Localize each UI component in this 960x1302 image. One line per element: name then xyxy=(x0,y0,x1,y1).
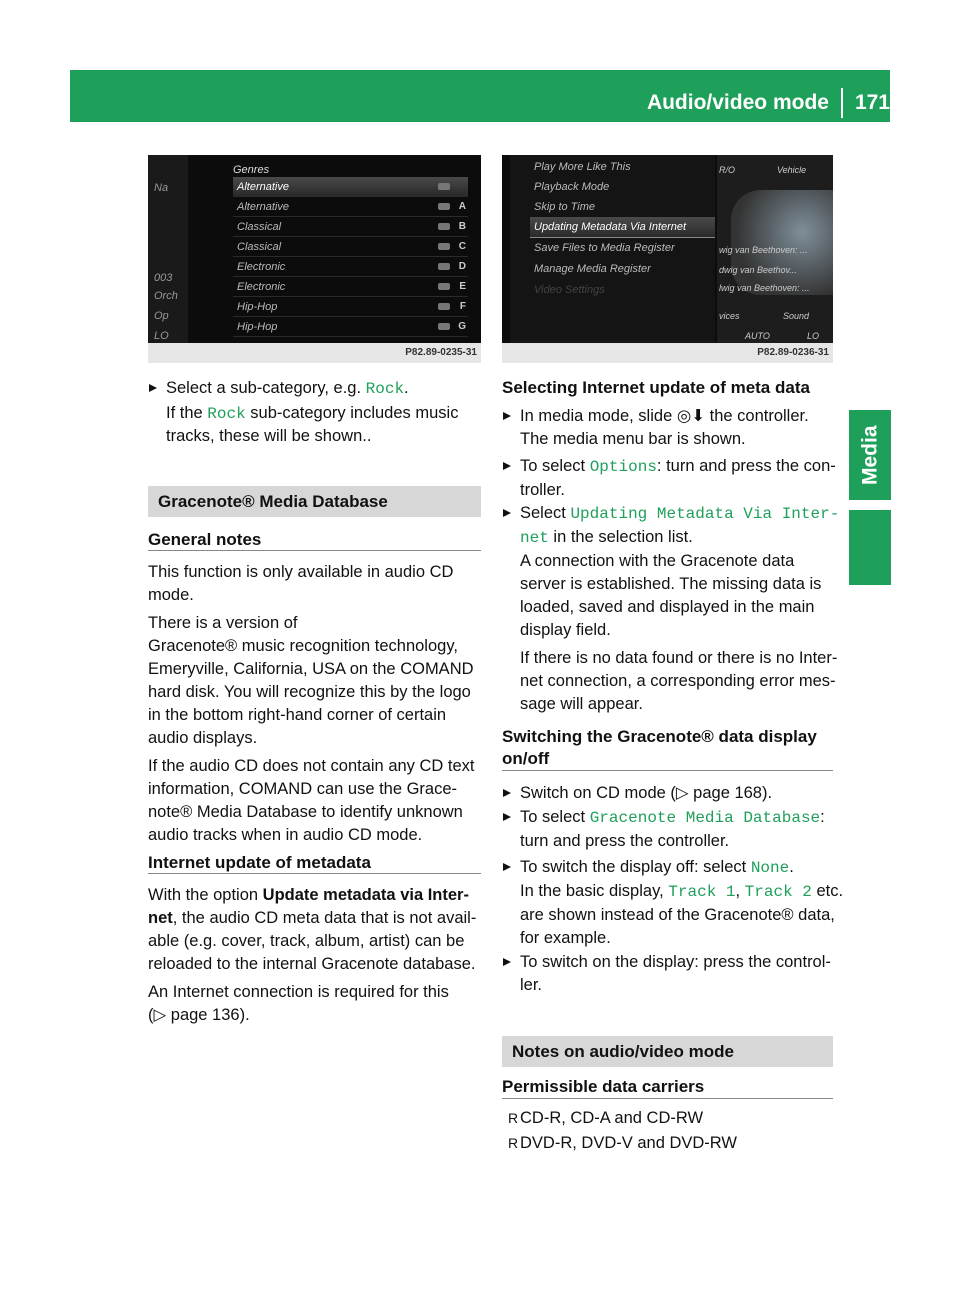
status-text: AUTO xyxy=(745,331,770,341)
line: Emeryville, California, USA on the COMAND xyxy=(148,660,474,678)
line xyxy=(520,455,836,479)
step xyxy=(520,856,843,950)
index-letter: D xyxy=(458,261,466,272)
disc-icon xyxy=(438,263,450,270)
code-gracenote-db: Gracenote Media Database xyxy=(589,809,821,827)
track-text: dwig van Beethov... xyxy=(719,265,797,275)
code-rock: Rock xyxy=(207,405,246,423)
usb-icon xyxy=(438,283,450,290)
menu-item[interactable]: Save Files to Media Register xyxy=(534,242,675,254)
genre-row[interactable] xyxy=(233,217,468,237)
menu-item-selected[interactable]: Updating Metadata Via Internet xyxy=(530,217,715,238)
index-letter: E xyxy=(459,281,466,292)
genre-label: Hip-Hop xyxy=(237,301,278,313)
line: If the audio CD does not contain any CD text xyxy=(148,757,475,775)
line: If there is no data found or there is no Inter- xyxy=(520,649,838,667)
line xyxy=(520,806,825,830)
line: sage will appear. xyxy=(520,695,643,713)
left-label: LO xyxy=(154,330,169,342)
line: hard disk. You will recognize this by the logo xyxy=(148,683,471,701)
header-separator xyxy=(841,88,843,118)
screenshot-caption: P82.89-0235-31 xyxy=(148,343,481,363)
display-text: Vehicle xyxy=(777,165,807,175)
display-text: vices xyxy=(719,311,740,321)
menu-item[interactable]: Playback Mode xyxy=(534,181,610,193)
code-rock: Rock xyxy=(365,380,405,398)
page-reference[interactable]: (▷ page 136). xyxy=(148,1006,250,1024)
line: mode. xyxy=(148,586,194,604)
line: server is established. The missing data is xyxy=(520,575,822,593)
line xyxy=(520,526,839,550)
text: With the option xyxy=(148,886,263,904)
heading-general-notes: General notes xyxy=(148,530,262,549)
line: A connection with the Gracenote data xyxy=(520,552,795,570)
line: reloaded to the internal Gracenote database. xyxy=(148,955,476,973)
code-options: Options xyxy=(589,458,657,476)
step: Switch on CD mode (▷ page 168). xyxy=(520,782,772,805)
track-text: lwig van Beethoven: ... xyxy=(719,283,810,293)
line: There is a version of xyxy=(148,614,298,632)
index-letter: F xyxy=(459,301,466,312)
code-track2: Track 2 xyxy=(744,883,812,901)
line: display field. xyxy=(520,621,611,639)
step xyxy=(520,405,809,451)
line: ler. xyxy=(520,976,543,994)
line: This function is only available in audio CD xyxy=(148,563,454,581)
text: : xyxy=(820,808,825,826)
index-letter: G xyxy=(458,321,466,332)
genre-list xyxy=(188,155,481,343)
step xyxy=(520,951,831,997)
text: , the audio CD meta data that is not avail- xyxy=(172,909,477,927)
line: are shown instead of the Gracenote® data, xyxy=(520,906,835,924)
line: troller. xyxy=(520,481,565,499)
text: : turn and press the con- xyxy=(656,457,836,475)
section-gracenote: Gracenote® Media Database xyxy=(148,486,481,517)
line: net connection, a corresponding error mes- xyxy=(520,672,836,690)
line: on/off xyxy=(502,749,550,768)
line: An Internet connection is required for this xyxy=(148,983,449,1001)
disc-icon xyxy=(438,303,450,310)
text: To select xyxy=(520,808,590,826)
genre-label: Classical xyxy=(237,241,282,253)
screenshot-media-menu xyxy=(502,155,833,363)
left-label: Op xyxy=(154,310,169,322)
paragraph xyxy=(148,884,481,1027)
screenshot-genres xyxy=(148,155,481,363)
step-text: tracks, these will be shown.. xyxy=(166,427,372,445)
line: in the bottom right-hand corner of certain xyxy=(148,706,447,724)
heading-switching xyxy=(502,726,817,770)
bold-text: Update metadata via Inter- xyxy=(262,886,469,904)
text: Select xyxy=(520,504,571,522)
text: sub-category includes music xyxy=(245,404,459,422)
status-text: LO xyxy=(807,331,820,341)
rule xyxy=(502,1098,833,1099)
code-none: None xyxy=(750,859,790,877)
rule xyxy=(502,770,833,771)
step xyxy=(520,806,825,853)
screenshot-left-panel xyxy=(148,155,188,343)
step xyxy=(520,455,836,502)
menu-item[interactable]: Play More Like This xyxy=(534,161,631,173)
usb-icon xyxy=(438,203,450,210)
rule xyxy=(148,873,481,874)
display-text: R/O xyxy=(719,165,736,175)
list-item: R CD-R, CD-A and CD-RW xyxy=(520,1107,703,1130)
disc-icon xyxy=(438,183,450,190)
index-letter: C xyxy=(458,241,466,252)
media-display xyxy=(717,155,833,343)
menu-item[interactable]: Video Settings xyxy=(534,284,605,296)
code-net: net xyxy=(520,529,549,547)
disc-icon xyxy=(438,223,450,230)
step xyxy=(520,502,839,716)
text: To switch the display off: select xyxy=(520,858,751,876)
genre-label: Classical xyxy=(237,221,282,233)
text: in the selection list. xyxy=(548,528,693,546)
line: audio displays. xyxy=(148,729,258,747)
text: In the basic display, xyxy=(520,882,669,900)
line xyxy=(520,856,843,880)
line xyxy=(148,884,481,907)
left-label: Orch xyxy=(154,290,178,302)
heading-permissible: Permissible data carriers xyxy=(502,1077,705,1096)
text: , xyxy=(735,882,745,900)
genre-row[interactable] xyxy=(233,257,468,277)
genre-row[interactable] xyxy=(233,297,468,317)
track-text: wig van Beethoven: ... xyxy=(719,245,808,255)
media-menu xyxy=(510,155,715,343)
genres-header: Genres xyxy=(233,164,270,176)
section-notes: Notes on audio/video mode xyxy=(502,1036,833,1067)
section-title: Audio/video mode xyxy=(646,91,829,114)
line: turn and press the controller. xyxy=(520,832,730,850)
rule xyxy=(148,550,481,551)
line: for example. xyxy=(520,929,611,947)
line: In media mode, slide ◎⬇ the controller. xyxy=(520,407,809,425)
line: note® Media Database to identify unknown xyxy=(148,803,463,821)
text: etc. xyxy=(811,882,844,900)
line: audio tracks when in audio CD mode. xyxy=(148,826,423,844)
code-track1: Track 1 xyxy=(668,883,736,901)
genre-row[interactable] xyxy=(233,277,468,297)
left-label: Na xyxy=(154,182,169,194)
page-number: 171 xyxy=(854,91,890,114)
line: information, COMAND can use the Grace- xyxy=(148,780,458,798)
line xyxy=(148,907,481,930)
step-text xyxy=(166,402,458,426)
paragraph xyxy=(148,561,481,847)
display-text: Sound xyxy=(783,311,810,321)
step-select-subcategory xyxy=(166,377,409,401)
line xyxy=(520,502,839,526)
genre-label: Alternative xyxy=(237,201,289,213)
code-updating-metadata: Updating Metadata Via Inter- xyxy=(570,505,840,523)
heading-selecting: Selecting Internet update of meta data xyxy=(502,378,810,397)
usb-icon xyxy=(438,323,450,330)
genre-row[interactable] xyxy=(233,177,468,197)
list-item: R DVD-R, DVD-V and DVD-RW xyxy=(520,1132,737,1155)
bold-text: net xyxy=(148,909,173,927)
header-title xyxy=(647,88,890,118)
text: Select a sub-category, e.g. xyxy=(166,379,366,397)
genre-label: Hip-Hop xyxy=(237,321,278,333)
line: To switch on the display: press the control- xyxy=(520,953,831,971)
text: If the xyxy=(166,404,208,422)
side-tab-block xyxy=(849,510,891,585)
menu-item[interactable]: Skip to Time xyxy=(534,201,596,213)
text: . xyxy=(404,379,409,397)
line: Switching the Gracenote® data display xyxy=(502,727,817,746)
screenshot-caption: P82.89-0236-31 xyxy=(502,343,833,363)
left-label: 003 xyxy=(154,272,173,284)
heading-internet-update: Internet update of metadata xyxy=(148,853,371,872)
line: loaded, saved and displayed in the main xyxy=(520,598,815,616)
genre-row[interactable] xyxy=(233,317,468,337)
text: To select xyxy=(520,457,590,475)
text: . xyxy=(789,858,794,876)
menu-item[interactable]: Manage Media Register xyxy=(534,263,651,275)
usb-icon xyxy=(438,243,450,250)
index-letter: A xyxy=(458,201,466,212)
line: able (e.g. cover, track, album, artist) can be xyxy=(148,932,465,950)
genre-label: Alternative xyxy=(237,181,289,193)
genre-row[interactable] xyxy=(233,237,468,257)
genre-label: Electronic xyxy=(237,281,286,293)
side-tab-label: Media xyxy=(858,425,882,485)
line xyxy=(520,880,843,904)
line: The media menu bar is shown. xyxy=(520,430,746,448)
genre-label: Electronic xyxy=(237,261,286,273)
index-letter: B xyxy=(458,221,466,232)
line: Gracenote® music recognition technology, xyxy=(148,637,458,655)
genre-row[interactable] xyxy=(233,197,468,217)
